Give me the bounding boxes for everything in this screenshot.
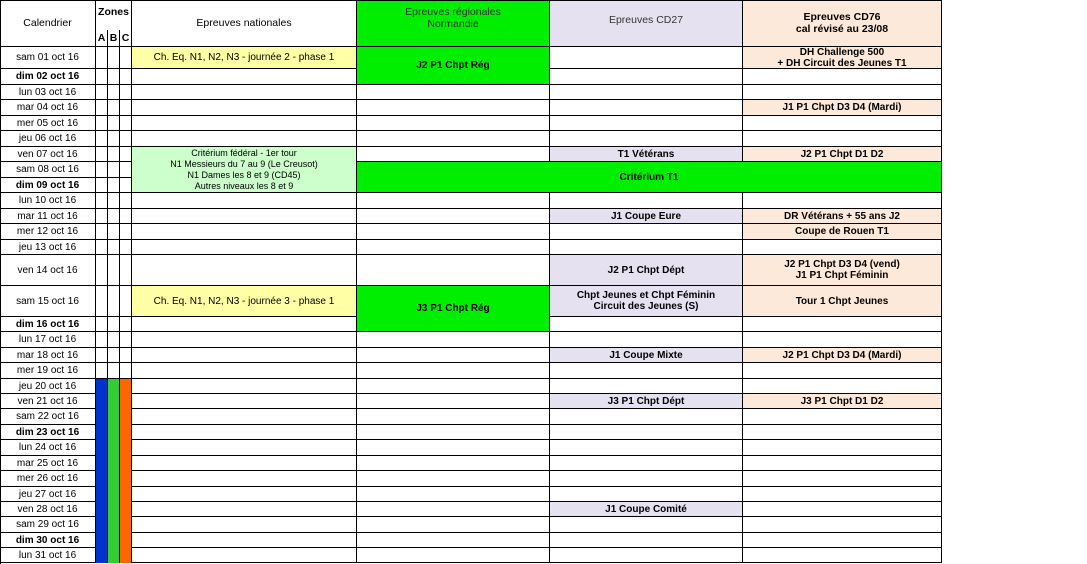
zone-b-header: B <box>108 30 120 47</box>
grid-cell <box>550 317 743 332</box>
grid-cell <box>132 255 357 286</box>
cd76-header-line: cal révisé au 23/08 <box>795 23 889 35</box>
day-label: mar 25 oct 16 <box>0 456 96 471</box>
grid-cell <box>550 548 743 563</box>
grid-cell <box>357 116 550 131</box>
grid-cell <box>550 471 743 487</box>
grid-cell <box>96 348 108 363</box>
grid-cell <box>108 85 120 100</box>
grid-cell <box>96 255 108 286</box>
day-label: mer 19 oct 16 <box>0 363 96 379</box>
day-label: dim 23 oct 16 <box>0 425 96 440</box>
nationales-header: Epreuves nationales <box>132 0 357 47</box>
event-cell <box>550 502 743 517</box>
event-cell <box>132 286 357 317</box>
grid-cell <box>96 100 108 116</box>
grid-cell <box>550 332 743 348</box>
grid-cell <box>132 85 357 100</box>
grid-cell <box>357 147 550 162</box>
grid-cell <box>96 363 108 379</box>
grid-cell <box>132 533 357 548</box>
grid-cell <box>550 533 743 548</box>
grid-cell <box>743 379 942 394</box>
grid-cell <box>550 116 743 131</box>
grid-cell <box>357 348 550 363</box>
cd27-header: Epreuves CD27 <box>550 0 743 47</box>
grid-cell <box>550 69 743 85</box>
grid-cell <box>743 409 942 425</box>
grid-cell <box>120 209 132 224</box>
grid-cell <box>132 425 357 440</box>
grid-cell <box>108 332 120 348</box>
grid-cell <box>132 487 357 502</box>
grid-cell <box>357 533 550 548</box>
day-label: lun 31 oct 16 <box>0 548 96 563</box>
grid-cell <box>132 440 357 456</box>
grid-cell <box>108 348 120 363</box>
day-label: ven 14 oct 16 <box>0 255 96 286</box>
grid-cell <box>96 209 108 224</box>
grid-cell <box>132 100 357 116</box>
regionales-header <box>357 0 550 47</box>
event-cell <box>743 147 942 162</box>
event-cell <box>550 255 743 286</box>
grid-cell <box>108 131 120 147</box>
grid-cell <box>357 255 550 286</box>
grid-cell <box>132 209 357 224</box>
grid-cell <box>550 363 743 379</box>
grid-cell <box>108 100 120 116</box>
grid-cell <box>120 147 132 162</box>
event-text: Circuit des Jeunes (S) <box>593 301 699 312</box>
event-cell <box>743 100 942 116</box>
grid-cell <box>743 332 942 348</box>
event-cell <box>550 147 743 162</box>
event-cell <box>743 47 942 69</box>
event-cell <box>743 255 942 286</box>
grid-cell <box>550 240 743 255</box>
grid-cell <box>743 440 942 456</box>
event-text: Coupe de Rouen T1 <box>795 226 889 237</box>
grid-cell <box>120 116 132 131</box>
event-text: Chpt Jeunes et Chpt Féminin <box>576 290 716 301</box>
grid-cell <box>357 471 550 487</box>
zone-a-header: A <box>96 30 108 47</box>
grid-cell <box>357 363 550 379</box>
day-label: ven 07 oct 16 <box>0 147 96 162</box>
grid-cell <box>108 116 120 131</box>
grid-cell <box>120 178 132 193</box>
grid-cell <box>550 193 743 209</box>
grid-cell <box>108 209 120 224</box>
grid-cell <box>108 255 120 286</box>
event-text: J2 P1 Chpt Dépt <box>607 264 685 276</box>
event-text: Ch. Eq. N1, N2, N3 - journée 3 - phase 1 <box>153 295 335 307</box>
event-text: J3 P1 Chpt D1 D2 <box>800 395 884 407</box>
grid-cell <box>357 517 550 533</box>
grid-cell <box>96 224 108 240</box>
grid-cell <box>357 487 550 502</box>
grid-cell <box>357 224 550 240</box>
event-cell <box>550 209 743 224</box>
grid-cell <box>132 548 357 563</box>
grid-cell <box>132 332 357 348</box>
event-text: J2 P1 Chpt D3 D4 (Mardi) <box>782 349 902 361</box>
grid-cell <box>120 332 132 348</box>
grid-cell <box>132 116 357 131</box>
grid-cell <box>120 69 132 85</box>
grid-cell <box>357 240 550 255</box>
grid-cell <box>132 131 357 147</box>
grid-cell <box>357 100 550 116</box>
day-label: mer 05 oct 16 <box>0 116 96 131</box>
grid-cell <box>357 85 550 100</box>
grid-cell <box>357 379 550 394</box>
grid-cell <box>120 47 132 69</box>
day-label: sam 22 oct 16 <box>0 409 96 425</box>
day-label: jeu 06 oct 16 <box>0 131 96 147</box>
grid-cell <box>120 224 132 240</box>
event-text: DH Challenge 500 <box>799 47 885 58</box>
grid-cell <box>357 502 550 517</box>
grid-cell <box>108 147 120 162</box>
day-label: lun 17 oct 16 <box>0 332 96 348</box>
grid-cell <box>743 517 942 533</box>
event-text: J2 P1 Chpt D3 D4 (vend) <box>784 259 900 270</box>
event-text: J3 P1 Chpt Dépt <box>607 395 685 407</box>
event-text: Critérium fédéral - 1er tour <box>191 147 297 158</box>
grid-cell <box>550 456 743 471</box>
grid-cell <box>132 348 357 363</box>
grid-cell <box>357 440 550 456</box>
day-label: jeu 27 oct 16 <box>0 487 96 502</box>
event-cell <box>550 348 743 363</box>
grid-cell <box>550 440 743 456</box>
event-text: N1 Messieurs du 7 au 9 (Le Creusot) <box>170 158 318 169</box>
grid-cell <box>120 348 132 363</box>
day-label: mar 11 oct 16 <box>0 209 96 224</box>
day-label: dim 09 oct 16 <box>0 178 96 193</box>
day-label: sam 01 oct 16 <box>0 47 96 69</box>
event-cell <box>550 394 743 409</box>
event-text: J1 Coupe Mixte <box>609 349 683 361</box>
event-text: J1 P1 Chpt Féminin <box>795 270 889 281</box>
event-cell <box>743 286 942 317</box>
grid-cell <box>120 286 132 317</box>
grid-cell <box>743 85 942 100</box>
grid-cell <box>96 116 108 131</box>
day-label: sam 15 oct 16 <box>0 286 96 317</box>
grid-cell <box>108 162 120 178</box>
grid-cell <box>550 379 743 394</box>
grid-cell <box>96 178 108 193</box>
grid-cell <box>550 47 743 69</box>
event-text: N1 Dames les 8 et 9 (CD45) <box>187 169 301 180</box>
grid-cell <box>132 193 357 209</box>
grid-cell <box>357 425 550 440</box>
grid-cell <box>743 317 942 332</box>
grid-cell <box>132 317 357 332</box>
day-label: dim 30 oct 16 <box>0 533 96 548</box>
grid-cell <box>96 240 108 255</box>
grid-cell <box>132 394 357 409</box>
grid-cell <box>120 162 132 178</box>
grid-cell <box>132 517 357 533</box>
grid-cell <box>120 131 132 147</box>
grid-cell <box>743 548 942 563</box>
grid-cell <box>120 317 132 332</box>
grid-cell <box>108 47 120 69</box>
grid-cell <box>357 209 550 224</box>
grid-cell <box>357 409 550 425</box>
event-cell <box>743 209 942 224</box>
event-text: Autres niveaux les 8 et 9 <box>194 180 294 191</box>
grid-cell <box>120 85 132 100</box>
grid-cell <box>550 487 743 502</box>
regionales-header-line: Normandie <box>427 18 479 30</box>
calendar-header: Calendrier <box>0 0 96 47</box>
grid-cell <box>96 286 108 317</box>
grid-cell <box>96 162 108 178</box>
event-text: J1 Coupe Comité <box>605 503 687 515</box>
grid-cell <box>96 69 108 85</box>
zones-header: Zones <box>96 0 132 30</box>
event-text: Critérium T1 <box>619 171 679 183</box>
grid-cell <box>120 255 132 286</box>
grid-cell <box>357 193 550 209</box>
grid-cell <box>108 178 120 193</box>
day-label: dim 02 oct 16 <box>0 69 96 85</box>
grid-cell <box>357 394 550 409</box>
grid-cell <box>96 147 108 162</box>
event-cell <box>743 348 942 363</box>
grid-cell <box>357 548 550 563</box>
grid-cell <box>108 286 120 317</box>
event-text: Tour 1 Chpt Jeunes <box>795 295 889 307</box>
zone-c-bar <box>120 379 131 563</box>
event-cell <box>743 224 942 240</box>
grid-cell <box>108 240 120 255</box>
grid-cell <box>120 363 132 379</box>
grid-cell <box>743 456 942 471</box>
grid-cell <box>743 240 942 255</box>
grid-cell <box>550 131 743 147</box>
grid-cell <box>357 332 550 348</box>
cd76-header <box>743 0 942 47</box>
cd76-header-line: Epreuves CD76 <box>803 11 881 23</box>
day-label: ven 28 oct 16 <box>0 502 96 517</box>
event-text: + DH Circuit des Jeunes T1 <box>777 57 907 69</box>
event-cell <box>743 394 942 409</box>
day-label: sam 08 oct 16 <box>0 162 96 178</box>
day-label: mar 04 oct 16 <box>0 100 96 116</box>
grid-cell <box>120 193 132 209</box>
day-label: mar 18 oct 16 <box>0 348 96 363</box>
grid-cell <box>108 224 120 240</box>
grid-cell <box>550 85 743 100</box>
day-label: lun 24 oct 16 <box>0 440 96 456</box>
grid-cell <box>120 240 132 255</box>
event-cell <box>132 147 357 193</box>
event-text: DR Vétérans + 55 ans J2 <box>784 210 900 222</box>
grid-cell <box>357 456 550 471</box>
grid-cell <box>132 456 357 471</box>
grid-cell <box>550 425 743 440</box>
event-text: J2 P1 Chpt D1 D2 <box>800 148 884 160</box>
event-text: J1 P1 Chpt D3 D4 (Mardi) <box>782 102 902 113</box>
grid-cell <box>743 471 942 487</box>
zone-b-bar <box>108 379 119 563</box>
grid-cell <box>96 47 108 69</box>
grid-cell <box>132 471 357 487</box>
day-label: lun 03 oct 16 <box>0 85 96 100</box>
event-cell <box>132 47 357 69</box>
grid-cell <box>743 193 942 209</box>
grid-cell <box>743 116 942 131</box>
day-label: jeu 13 oct 16 <box>0 240 96 255</box>
grid-cell <box>132 409 357 425</box>
header-top-border <box>0 0 942 1</box>
day-label: jeu 20 oct 16 <box>0 379 96 394</box>
grid-cell <box>550 409 743 425</box>
grid-cell <box>96 317 108 332</box>
grid-cell <box>743 131 942 147</box>
event-text: J3 P1 Chpt Rég <box>416 303 490 314</box>
grid-cell <box>132 69 357 85</box>
grid-cell <box>96 85 108 100</box>
grid-cell <box>132 363 357 379</box>
zone-a-bar <box>96 379 107 563</box>
zone-c-header: C <box>120 30 132 47</box>
event-cell <box>357 47 550 85</box>
grid-cell <box>550 517 743 533</box>
event-cell <box>357 162 942 193</box>
grid-cell <box>743 487 942 502</box>
grid-cell <box>132 502 357 517</box>
day-label: lun 10 oct 16 <box>0 193 96 209</box>
grid-cell <box>550 100 743 116</box>
event-text: J2 P1 Chpt Rég <box>416 60 490 71</box>
event-text: T1 Vétérans <box>617 148 675 160</box>
grid-cell <box>743 502 942 517</box>
day-label: mer 12 oct 16 <box>0 224 96 240</box>
grid-cell <box>108 363 120 379</box>
grid-cell <box>108 69 120 85</box>
regionales-header-line: Epreuves régionales <box>405 6 501 18</box>
day-label: dim 16 oct 16 <box>0 317 96 332</box>
grid-cell <box>743 533 942 548</box>
grid-cell <box>743 363 942 379</box>
grid-cell <box>132 379 357 394</box>
day-label: sam 29 oct 16 <box>0 517 96 533</box>
grid-cell <box>96 332 108 348</box>
event-cell <box>550 286 743 317</box>
event-cell <box>357 286 550 332</box>
day-label: mer 26 oct 16 <box>0 471 96 487</box>
grid-cell <box>132 240 357 255</box>
grid-cell <box>743 69 942 85</box>
event-text: J1 Coupe Eure <box>610 210 682 222</box>
grid-cell <box>108 193 120 209</box>
grid-cell <box>120 100 132 116</box>
grid-cell <box>132 224 357 240</box>
grid-cell <box>550 224 743 240</box>
grid-cell <box>357 131 550 147</box>
grid-cell <box>108 317 120 332</box>
event-text: Ch. Eq. N1, N2, N3 - journée 2 - phase 1 <box>153 52 335 63</box>
day-label: ven 21 oct 16 <box>0 394 96 409</box>
grid-cell <box>96 131 108 147</box>
grid-cell <box>743 425 942 440</box>
grid-cell <box>96 193 108 209</box>
